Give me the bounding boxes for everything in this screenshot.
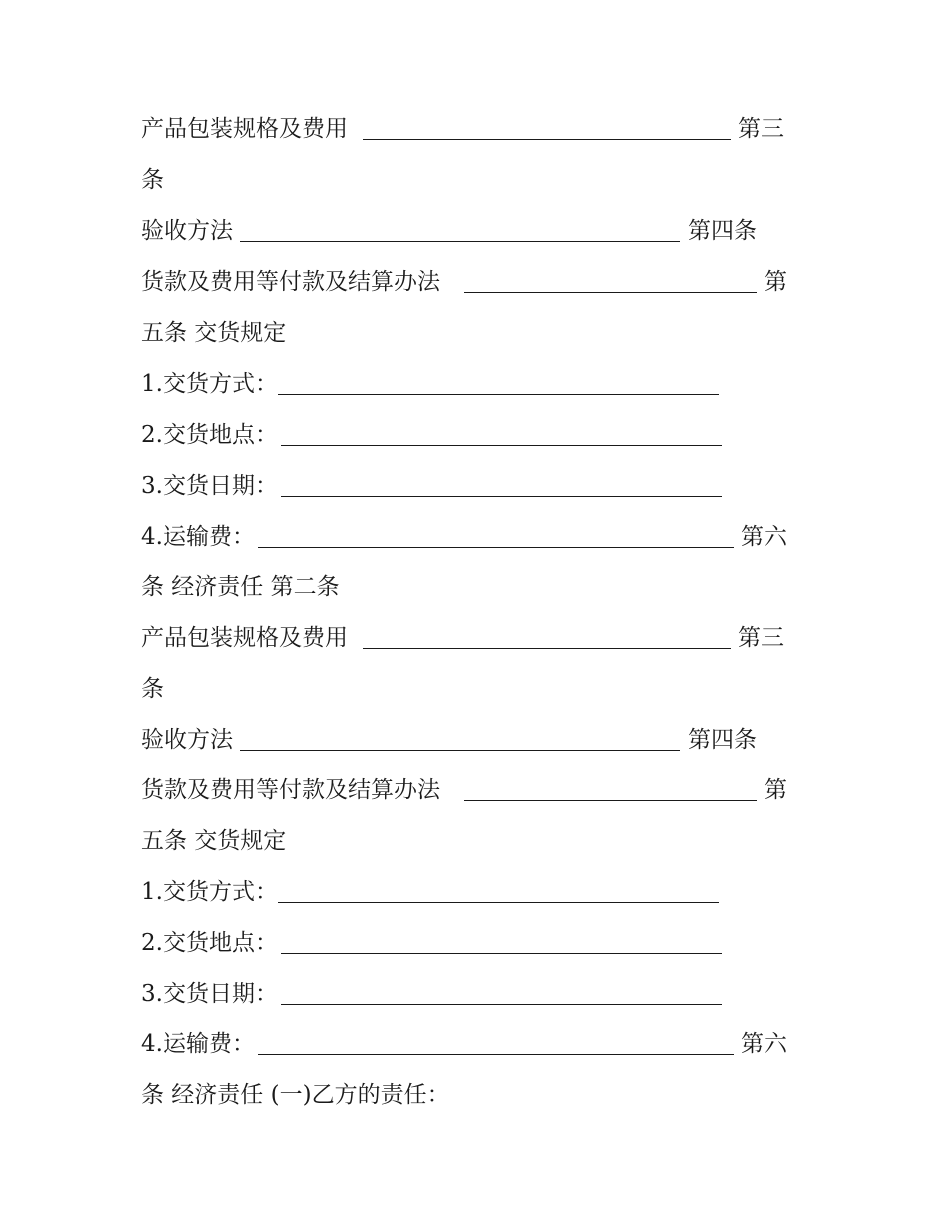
clause-text: 货款及费用等付款及结算办法: [141, 269, 440, 295]
clause-text: 1.交货方式：: [141, 371, 278, 397]
fill-in-blank[interactable]: [281, 1004, 722, 1005]
clause-line: [141, 977, 278, 1011]
clause-tail: 第三: [738, 116, 784, 142]
fill-in-blank[interactable]: [258, 1054, 734, 1055]
clause-line: [141, 926, 278, 960]
clause-text: 五条 交货规定: [141, 828, 287, 854]
clause-text: 五条 交货规定: [141, 320, 287, 346]
fill-in-blank[interactable]: [240, 241, 680, 242]
clause-tail: 第四条: [688, 727, 757, 753]
clause-line: [141, 367, 278, 401]
fill-in-blank[interactable]: [281, 953, 722, 954]
clause-line: [141, 520, 255, 554]
fill-in-blank[interactable]: [464, 292, 757, 293]
clause-text: 1.交货方式：: [141, 879, 278, 905]
fill-in-blank[interactable]: [464, 800, 757, 801]
clause-line: [141, 773, 440, 807]
clause-text: 4.运输费：: [141, 1031, 255, 1057]
clause-line: [141, 469, 278, 503]
clause-tail: 第四条: [688, 218, 757, 244]
clause-line: [141, 570, 340, 604]
clause-text: 4.运输费：: [141, 524, 255, 550]
fill-in-blank[interactable]: [363, 139, 731, 140]
clause-line: [141, 621, 348, 655]
clause-line: [141, 1078, 450, 1112]
clause-line: [141, 163, 164, 197]
clause-line: [141, 672, 164, 706]
fill-in-blank[interactable]: [281, 496, 722, 497]
clause-text: 货款及费用等付款及结算办法: [141, 777, 440, 803]
fill-in-blank[interactable]: [278, 902, 719, 903]
fill-in-blank[interactable]: [363, 648, 731, 649]
clause-text: 3.交货日期：: [141, 473, 278, 499]
clause-tail: 第六: [741, 1031, 787, 1057]
clause-text: 条 经济责任 第二条: [141, 574, 340, 600]
fill-in-blank[interactable]: [278, 394, 719, 395]
clause-text: 条 经济责任 (一)乙方的责任：: [141, 1082, 450, 1108]
clause-tail: 第三: [738, 625, 784, 651]
clause-text: 产品包装规格及费用: [141, 625, 348, 651]
clause-line: [141, 875, 278, 909]
clause-line: [141, 265, 440, 299]
clause-line: [141, 418, 278, 452]
clause-line: [141, 112, 348, 146]
clause-text: 验收方法: [141, 218, 233, 244]
clause-line: [141, 214, 233, 248]
clause-tail: 第: [764, 269, 787, 295]
clause-tail: 第六: [741, 524, 787, 550]
clause-line: [141, 824, 286, 858]
clause-line: [141, 316, 286, 350]
fill-in-blank[interactable]: [240, 750, 680, 751]
clause-text: 条: [141, 676, 164, 702]
clause-text: 验收方法: [141, 727, 233, 753]
clause-text: 条: [141, 167, 164, 193]
fill-in-blank[interactable]: [258, 547, 734, 548]
clause-line: [141, 1027, 255, 1061]
clause-text: 产品包装规格及费用: [141, 116, 348, 142]
clause-tail: 第: [764, 777, 787, 803]
clause-text: 3.交货日期：: [141, 981, 278, 1007]
clause-text: 2.交货地点：: [141, 930, 278, 956]
clause-text: 2.交货地点：: [141, 422, 278, 448]
clause-line: [141, 723, 233, 757]
fill-in-blank[interactable]: [281, 445, 722, 446]
